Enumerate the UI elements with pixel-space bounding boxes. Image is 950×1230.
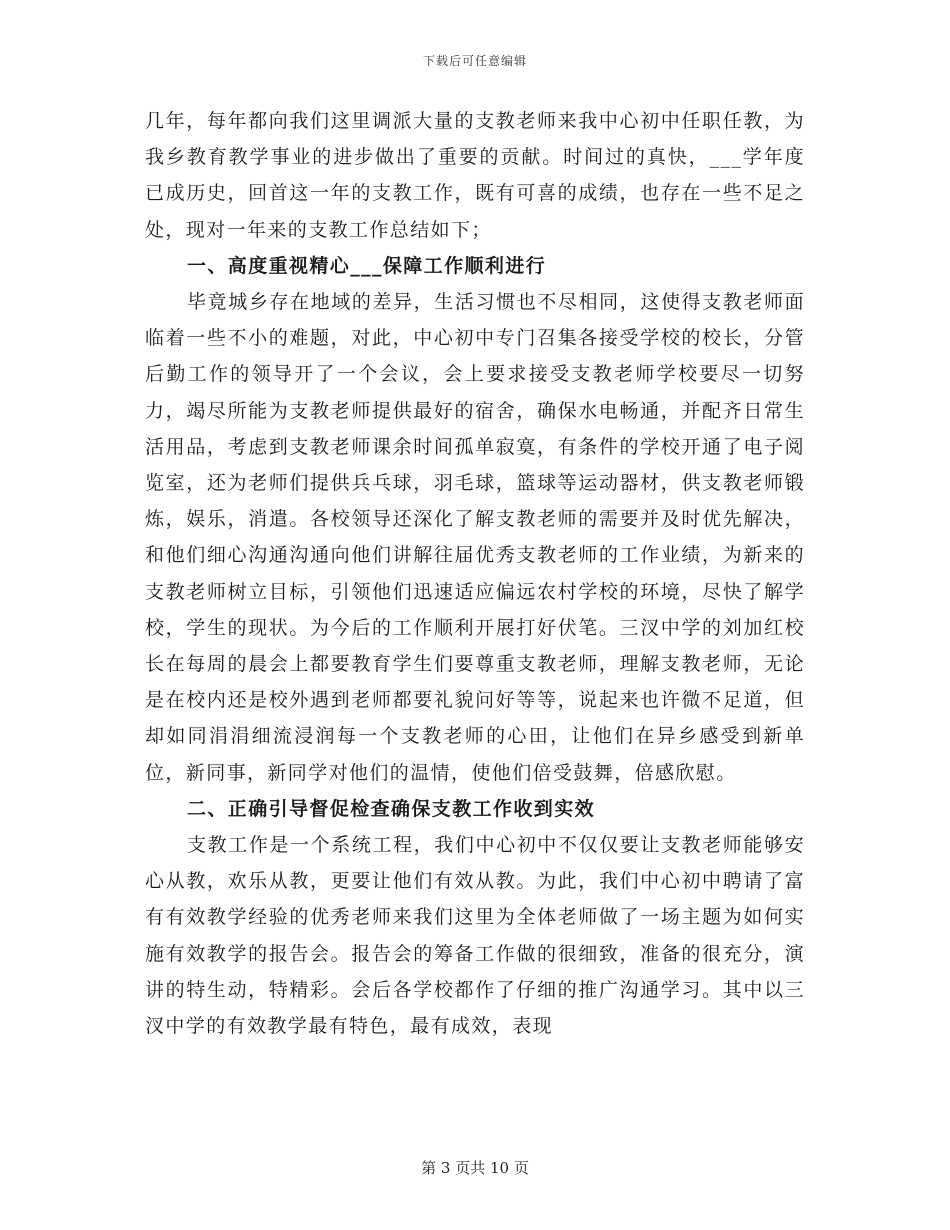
document-body [145,103,805,1044]
page-header: 下载后可任意编辑 [422,54,527,68]
section-2-heading: 二、正确引导督促检查确保支教工作收到实效 [187,797,596,820]
section-2-paragraph: 支教工作是一个系统工程，我们中心初中不仅仅要让支教老师能够安心从教，欢乐从教，更要让他们有效从教。为此，我们中心初中聘请了富有有效教学经验的优秀老师来我们这里为全体老师做了一场主题为如何实施有效教学的报告会。报告会的筹备工作做的很细致，准备的很充分，演讲的特生动，特精彩。会后各学校都作了仔细的推广沟通学习。其中以三汊中学的有效教学最有特色，最有成效，表现 [145,834,805,1038]
intro-paragraph: 几年，每年都向我们这里调派大量的支教老师来我中心初中任职任教，为我乡教育教学事业的进步做出了重要的贡献。时间过的真快，___学年度已成历史，回首这一年的支教工作，既有可喜的成绩，也存在一些不足之处，现对一年来的支教工作总结如下； [145,110,805,241]
page-footer: 第 3 页共 10 页 [421,1159,529,1177]
section-1-heading: 一、高度重视精心___保障工作顺利进行 [187,254,547,277]
section-1-paragraph: 毕竟城乡存在地域的差异，生活习惯也不尽相同，这使得支教老师面临着一些不小的难题，对此，中心初中专门召集各接受学校的校长，分管后勤工作的领导开了一个会议，会上要求接受支教老师学校要尽一切努力，竭尽所能为支教老师提供最好的宿舍，确保水电畅通，并配齐日常生活用品，考虑到支教老师课余时间孤单寂寞，有条件的学校开通了电子阅览室，还为老师们提供兵乓球，羽毛球，篮球等运动器材，供支教老师锻炼，娱乐，消遣。各校领导还深化了解支教老师的需要并及时优先解决，和他们细心沟通沟通向他们讲解往届优秀支教老师的工作业绩，为新来的支教老师树立目标，引领他们迅速适应偏远农村学校的环境，尽快了解学校，学生的现状。为今后的工作顺利开展打好伏笔。三汊中学的刘加红校长在每周的晨会上都要教育学生们要尊重支教老师，理解支教老师，无论是在校内还是校外遇到老师都要礼貌问好等等，说起来也许微不足道，但却如同涓涓细流浸润每一个支教老师的心田，让他们在异乡感受到新单位，新同事，新同学对他们的温情，使他们倍受鼓舞，倍感欣慰。 [145,291,805,784]
